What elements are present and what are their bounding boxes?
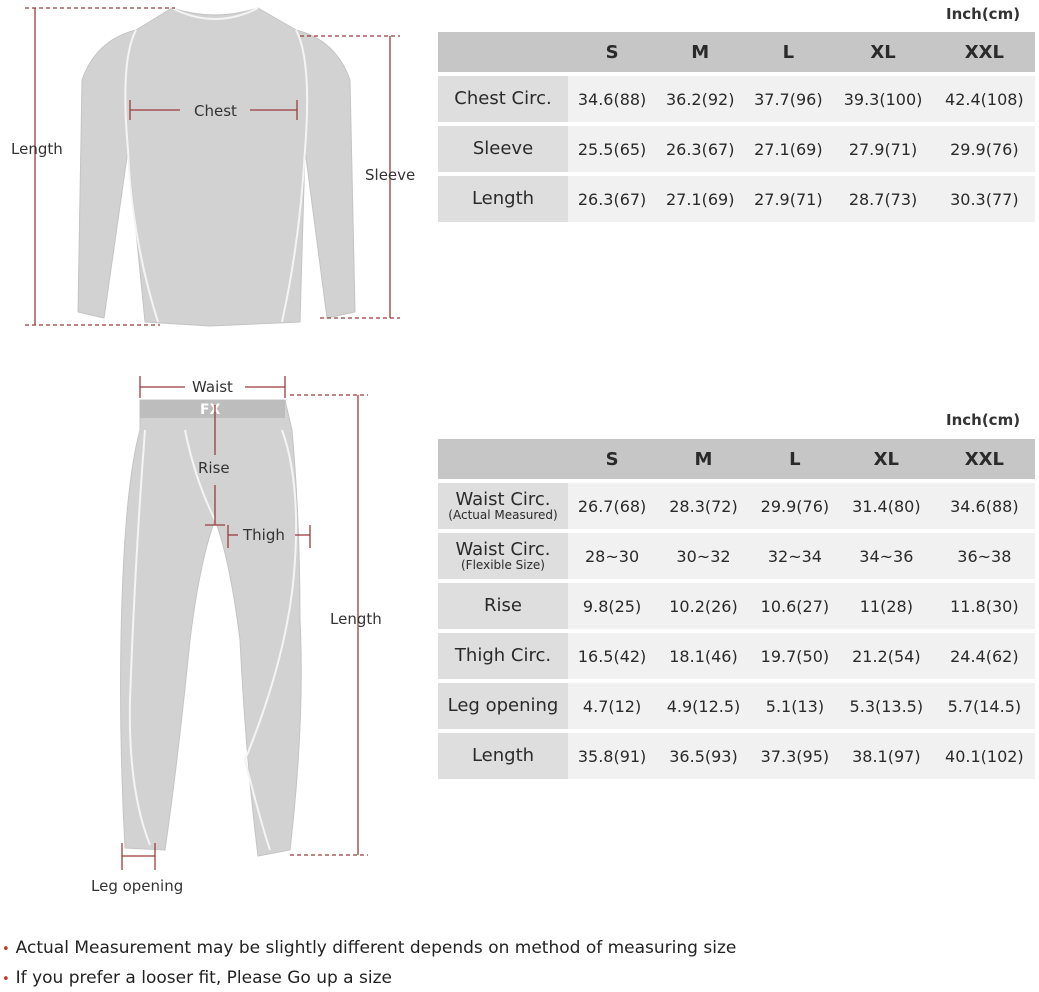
table-cell: 10.6(27) [751,583,839,629]
table-cell: 32~34 [751,533,839,579]
table-cell: 39.3(100) [832,76,933,122]
table-cell: 28.3(72) [656,483,751,529]
table-cell: 16.5(42) [568,633,656,679]
table-row [438,483,1035,529]
size-notes [2,934,736,992]
size-header: L [744,32,832,72]
table-cell: 29.9(76) [751,483,839,529]
row-label [438,483,568,529]
header-empty-cell [438,32,568,72]
row-label: Sleeve [438,126,568,172]
svg-text:FX: FX [200,402,221,418]
table-cell: 34.6(88) [568,76,656,122]
table-cell: 36~38 [934,533,1035,579]
rise-label: Rise [198,459,230,477]
shirt-unit-label: Inch(cm) [946,5,1021,23]
table-cell: 28.7(73) [832,176,933,222]
table-cell: 31.4(80) [839,483,934,529]
size-header: XL [832,32,933,72]
table-cell: 25.5(65) [568,126,656,172]
table-cell: 24.4(62) [934,633,1035,679]
table-cell: 38.1(97) [839,733,934,779]
table-cell: 4.7(12) [568,683,656,729]
table-cell: 28~30 [568,533,656,579]
row-label-main: Waist Circ. [455,488,551,510]
note-text: Actual Measurement may be slightly different depends on method of measuring size [15,938,737,958]
table-header-row [438,439,1035,479]
table-cell: 35.8(91) [568,733,656,779]
table-row [438,176,1035,222]
table-cell: 27.1(69) [744,126,832,172]
table-row [438,76,1035,122]
pants-length-label: Length [330,610,382,628]
pants-unit-label: Inch(cm) [946,411,1021,429]
table-cell: 11.8(30) [934,583,1035,629]
sleeve-label: Sleeve [365,166,416,184]
table-row [438,683,1035,729]
size-header: S [568,32,656,72]
shirt-illustration [78,8,355,326]
header-empty-cell [438,439,568,479]
table-cell: 19.7(50) [751,633,839,679]
shirt-length-label: Length [11,140,63,158]
table-cell: 5.1(13) [751,683,839,729]
table-cell: 29.9(76) [934,126,1035,172]
row-label-sub: (Flexible Size) [461,558,545,573]
table-cell: 27.1(69) [656,176,744,222]
table-cell: 36.2(92) [656,76,744,122]
table-cell: 5.3(13.5) [839,683,934,729]
table-cell: 37.7(96) [744,76,832,122]
row-label: Rise [438,583,568,629]
row-label: Leg opening [438,683,568,729]
table-cell: 26.3(67) [568,176,656,222]
table-cell: 37.3(95) [751,733,839,779]
table-cell: 4.9(12.5) [656,683,751,729]
row-label: Chest Circ. [438,76,568,122]
size-header: XL [839,439,934,479]
table-cell: 34.6(88) [934,483,1035,529]
table-cell: 5.7(14.5) [934,683,1035,729]
pants-size-table [438,435,1035,783]
table-cell: 18.1(46) [656,633,751,679]
row-label-sub: (Actual Measured) [448,508,558,523]
table-cell: 11(28) [839,583,934,629]
table-cell: 40.1(102) [934,733,1035,779]
chest-label: Chest [194,102,237,120]
size-header: M [656,32,744,72]
shirt-size-table [438,28,1035,226]
note-text: If you prefer a looser fit, Please Go up a size [15,968,392,988]
table-cell: 9.8(25) [568,583,656,629]
size-header: S [568,439,656,479]
leg-opening-label: Leg opening [91,877,184,895]
table-row [438,533,1035,579]
table-cell: 21.2(54) [839,633,934,679]
table-row [438,633,1035,679]
note-item [2,934,736,964]
table-cell: 26.7(68) [568,483,656,529]
table-cell: 10.2(26) [656,583,751,629]
thigh-label: Thigh [243,526,285,544]
row-label [438,533,568,579]
table-cell: 30.3(77) [934,176,1035,222]
table-cell: 27.9(71) [744,176,832,222]
size-header: L [751,439,839,479]
waist-label: Waist [192,378,233,396]
size-header: XXL [934,32,1035,72]
table-header-row [438,32,1035,72]
table-cell: 27.9(71) [832,126,933,172]
garment-illustrations [0,0,430,920]
table-cell: 26.3(67) [656,126,744,172]
row-label-main: Waist Circ. [455,538,551,560]
size-header: XXL [934,439,1035,479]
table-row [438,126,1035,172]
note-item [2,964,736,992]
bullet-icon: • [2,972,10,987]
row-label: Length [438,733,568,779]
table-cell: 42.4(108) [934,76,1035,122]
row-label: Thigh Circ. [438,633,568,679]
table-cell: 30~32 [656,533,751,579]
row-label: Length [438,176,568,222]
table-cell: 36.5(93) [656,733,751,779]
table-row [438,733,1035,779]
table-cell: 34~36 [839,533,934,579]
table-row [438,583,1035,629]
size-header: M [656,439,751,479]
bullet-icon: • [2,942,10,957]
